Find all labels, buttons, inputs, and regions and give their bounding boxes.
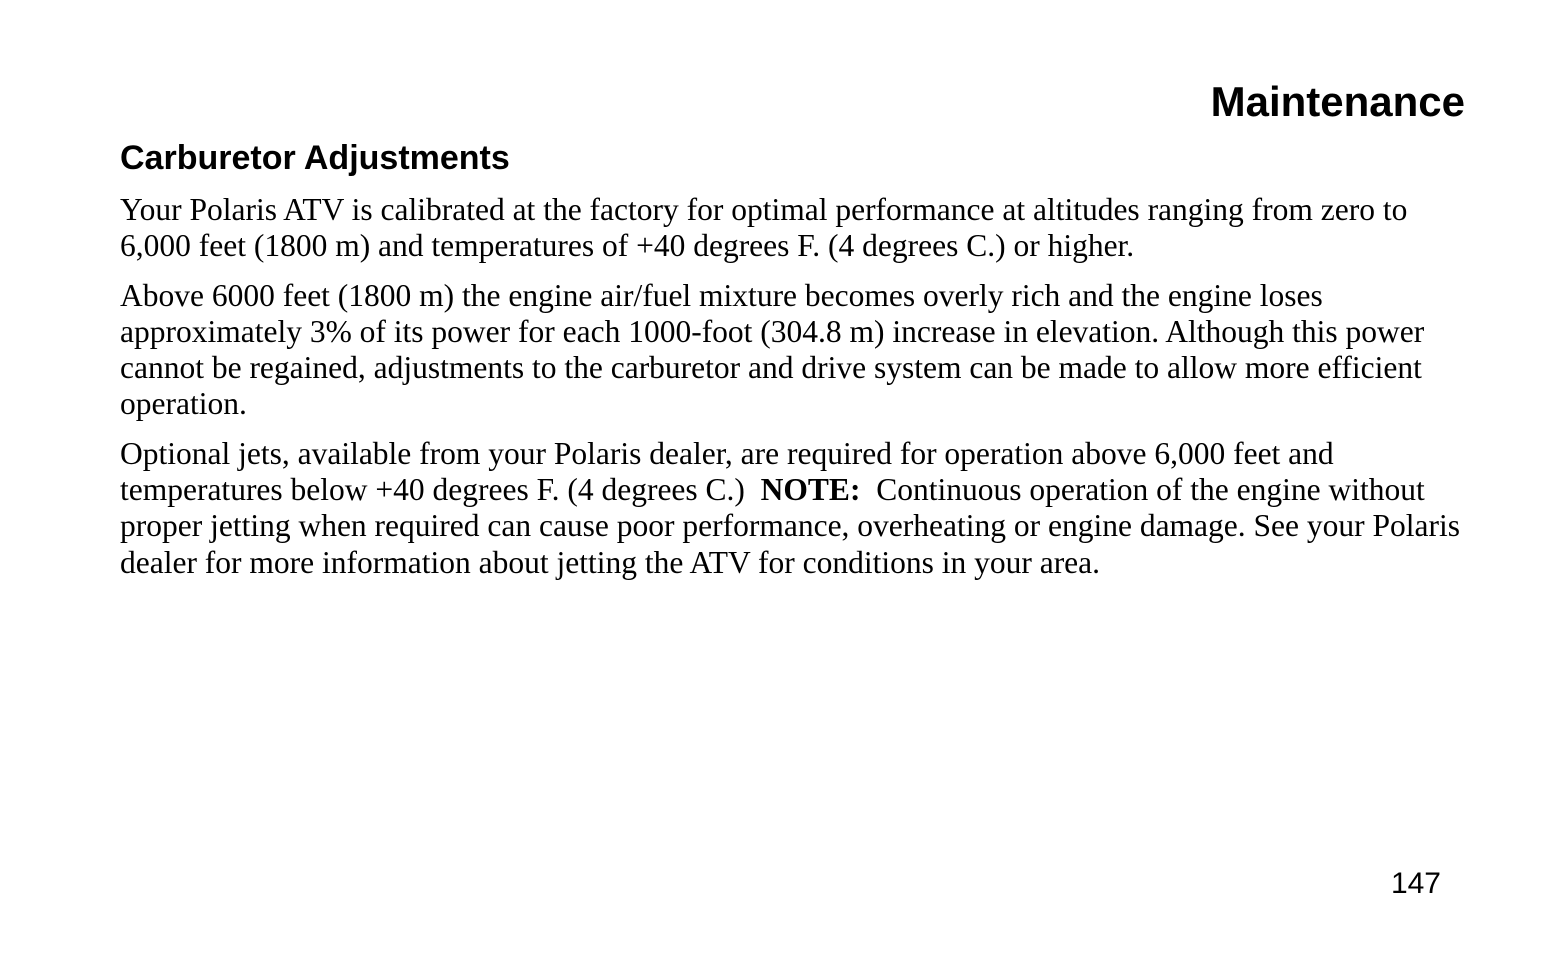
paragraph-optional-jets bbox=[120, 436, 1472, 581]
note-label: NOTE: bbox=[760, 472, 861, 508]
paragraph-optional-jets-intro: Optional jets, available from your Polaris dealer, are required for operation above 6,000 feet and temperatures below +40 degrees F. (4 degrees C.) bbox=[120, 435, 1334, 508]
section-title: Carburetor Adjustments bbox=[120, 139, 510, 177]
paragraph-altitude: Above 6000 feet (1800 m) the engine air/fuel mixture becomes overly rich and the engine loses approximately 3% of its power for each 1000-foot (304.8 m) increase in elevation. Although this power cannot be regained, adjustments to the carburetor and drive system can be made to allow more efficient operation. bbox=[120, 277, 1425, 422]
note-text: Continuous operation of the engine without proper jetting when required can cause poor performance, overheating or engine damage. See your Polaris dealer for more information about jetting the ATV for conditions in your area. bbox=[120, 472, 1460, 580]
page-number: 147 bbox=[1390, 867, 1441, 900]
page-header-title: Maintenance bbox=[1210, 78, 1465, 125]
content-area bbox=[120, 138, 1472, 594]
paragraph-calibration: Your Polaris ATV is calibrated at the factory for optimal performance at altitudes ranging from zero to 6,000 feet (1800 m) and temperatures of +40 degrees F. (4 degrees C.) or higher. bbox=[120, 192, 1408, 264]
